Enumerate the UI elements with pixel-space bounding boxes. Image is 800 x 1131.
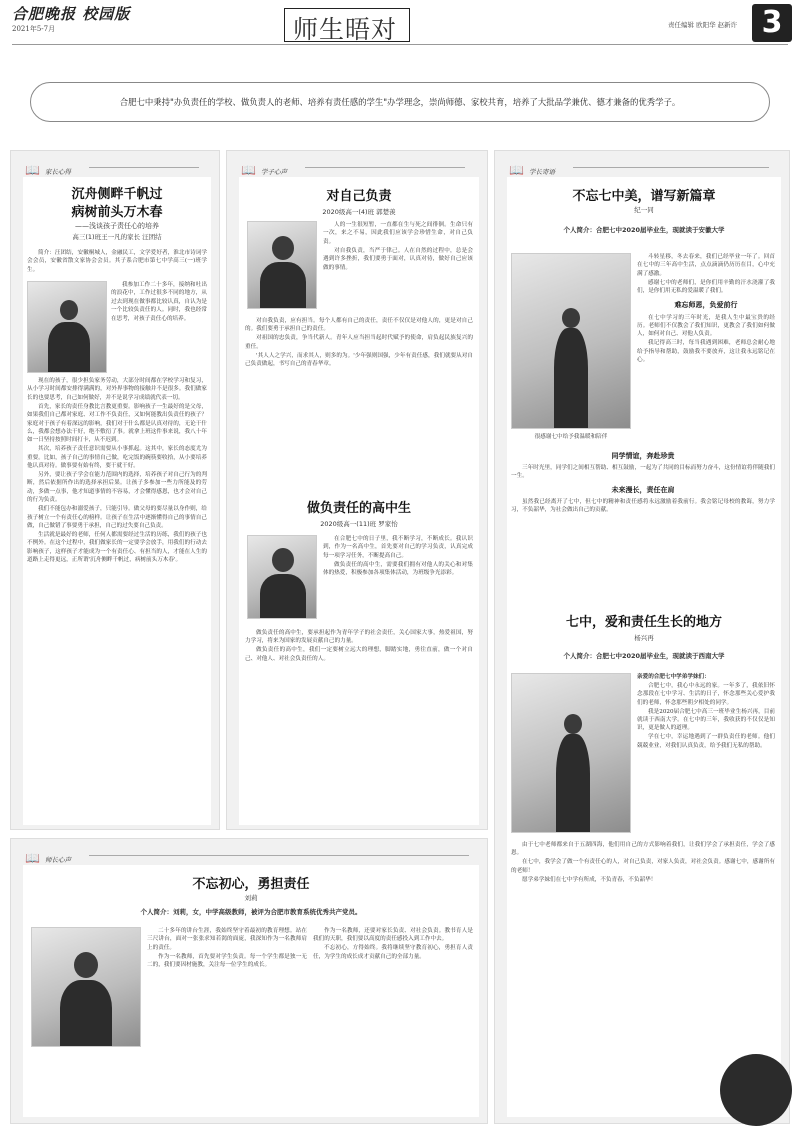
paragraph: 作为一名教师，首先要对学生负责。每一个学生都是独一无二的，我们要因材施教，关注每一位学生的成长。	[147, 953, 307, 969]
article-body-right	[323, 535, 473, 578]
article-student-content	[239, 177, 479, 825]
paragraph: 生活就是最好的老师，任何人都需要经过生活的历练，我们的孩子也不例外。在这个过程中，我们做家长的一定要学会放手，用我们的行动去影响孩子，这样孩子才能成为一个有责任心、有担当的人，才能在人生的道路上走得更远，正所谓'沉舟侧畔千帆过，病树前头万木春'。	[27, 531, 207, 564]
tag-label: 师长心声	[45, 856, 72, 864]
header-divider	[12, 44, 788, 45]
article-subtitle: ——浅谈孩子责任心的培养	[75, 222, 159, 230]
paragraph: 在合肥七中的日子里，我不断学习，不断成长。我认识到，作为一名高中生，首先要对自己的学习负责，认真完成每一项学习任务，不断提高自己。	[323, 536, 473, 559]
paragraph: 虽然我已经离开了七中，但七中的精神和责任感将永远激励着我前行。我会铭记母校的教诲，努力学习，不负韶华，为社会做出自己的贡献。	[511, 498, 775, 514]
tag-divider	[573, 167, 769, 168]
paragraph: 不忘初心，方得始终。我将继续坚守教育初心，勇担育人责任，为学生的成长成才贡献自己的全部力量。	[313, 945, 473, 960]
paragraph: 做负责任的高中生，需要我们拥有对他人的关心和对集体的热爱，积极参加各项集体活动，为班级争光添彩。	[323, 561, 473, 577]
article-alumni-panel	[494, 150, 790, 1124]
article-alumni-content	[507, 177, 781, 1117]
article-parent-content	[23, 177, 211, 825]
book-icon: 📖	[241, 163, 256, 177]
paragraph: 对祖国的忠负责，争当代新人。青年人应当担当起时代赋予的使命，肩负起民族复兴的重任。	[245, 335, 473, 350]
book-icon: 📖	[509, 163, 524, 177]
page-number: 3	[752, 4, 792, 42]
section-heading: 同学情谊，奔赴珍贵	[611, 451, 675, 460]
paragraph: 作为一名教师，还要对家长负责、对社会负责。教书育人是我们的天职，我们要以高度的责任感投入到工作中去。	[313, 928, 473, 943]
tag-student	[241, 159, 287, 178]
article-body-right	[637, 253, 775, 364]
paragraph: 在七中，我学会了做一个有责任心的人，对自己负责，对家人负责，对社会负责。感谢七中，感谢所有的老师！	[511, 859, 775, 874]
paragraph: 另外，要让孩子学会在能力范围内的选择，培养孩子对自己行为的判断，然后依据所作出的选择承担后果。让孩子多参加一些力所能及的劳动，多做一点事，他才知道事情的不容易，才会懂得感恩，也才会对自己的行为负责。	[27, 471, 207, 504]
article-title: 不忘七中美，谱写新篇章	[572, 189, 716, 204]
article-body	[511, 451, 775, 515]
paragraph: 我参加工作二十多年，接纳和吐出的浪花中，工作过很多不同的地方，从过去到现在做事都比较认真，自认为是一个比较负责任的人。同时，我也经常在思考，对孩子责任心的培养。	[111, 282, 207, 322]
motto-banner	[30, 82, 770, 122]
article-body-col2	[313, 927, 473, 961]
masthead	[0, 0, 800, 60]
article-teacher-panel	[10, 838, 488, 1124]
article-student-panel	[226, 150, 488, 830]
article-byline: 刘莉	[244, 894, 258, 902]
article-body-right	[323, 221, 473, 272]
article-byline: 纪一同	[634, 206, 654, 214]
article-body-col1	[147, 927, 307, 970]
section-heading: 未来漫长，责任在肩	[611, 484, 675, 494]
article-title: 对自己负责	[326, 189, 392, 204]
author-intro: 个人简介：合肥七中2020届毕业生，现就读于西南大学	[563, 652, 725, 660]
article-parent-panel	[10, 150, 220, 830]
article-byline: 2020级高一(11)班 罗家怡	[320, 520, 398, 528]
paragraph: 做负责任的高中生，要承担起作为青年学子的社会责任，关心国家大事，热爱祖国，努力学习，将来为国家的发展贡献自己的力量。	[245, 630, 473, 645]
article-byline: 杨兴再	[634, 634, 654, 642]
article-title-line1: 沉舟侧畔千帆过	[71, 187, 163, 202]
tag-divider	[305, 167, 465, 168]
author-photo	[27, 281, 107, 373]
tag-label: 家长心得	[45, 168, 72, 176]
paragraph: 亲爱的合肥七中学弟学妹们：	[637, 674, 710, 680]
alumni-photo	[511, 673, 631, 833]
school-seal-logo	[720, 1054, 792, 1126]
article-title: 做负责任的高中生	[306, 501, 411, 516]
editor-credit: 责任编辑 欧阳华 赵新许	[668, 21, 738, 29]
paragraph: 斗转星移，冬去春来，我们已经毕业一年了。回首在七中的三年高中生活，点点滴滴仍历历在目，心中充满了感激。	[637, 254, 775, 277]
book-icon: 📖	[25, 851, 40, 865]
tag-label: 学子心声	[261, 168, 288, 176]
article-body-right	[637, 673, 775, 750]
article-body	[245, 629, 473, 663]
book-icon: 📖	[25, 163, 40, 177]
article-body	[245, 317, 473, 368]
paragraph: 二十多年的讲台生涯，我始终坚守着最初的教育理想。站在三尺讲台，面对一张张求知若渴的面庞，我深知作为一名教师肩上的责任。	[147, 928, 307, 951]
article-body	[27, 377, 207, 564]
paper-logo: 合肥晚报 校园版	[12, 5, 131, 23]
photo-caption: 很感谢七中给予我温暖和陪伴	[534, 434, 608, 440]
paragraph: 做负责任的高中生，我们一定要树立远大的理想，脚踏实地，勇往直前，做一个对自己、对他人、对社会负责任的人。	[245, 647, 473, 662]
paragraph: 对自我负责，应有担当。每个人都有自己的责任，责任不仅仅是对他人的，更是对自己的。我们要勇于承担自己的责任。	[245, 318, 473, 333]
paragraph: 愿学弟学妹们在七中学有所成，不负青春，不负韶华！	[522, 876, 657, 883]
alumni-photo	[511, 253, 631, 429]
paragraph: 我记得高三时，每当我遇到困难，老师总会耐心地给予指导和帮助，鼓励我不要放弃，这让我永远铭记在心。	[637, 340, 775, 364]
paragraph: 我是2020届合肥七中高三一班毕业生杨兴再，目前就读于西南大学。在七中的三年，我收获的不仅仅是知识，更是做人的道理。	[637, 708, 775, 732]
section-heading: 难忘师恩，负爱前行	[674, 299, 738, 309]
article-byline: 2020级高一(4)班 郭楚羡	[322, 208, 396, 216]
author-intro: 个人简介：刘莉，女，中学高级教师，被评为合肥市教育系统优秀共产党员。	[140, 908, 362, 916]
tag-divider	[89, 167, 199, 168]
paragraph: 由于七中老师都来自于五湖四海，他们用自己的方式影响着我们，让我们学会了承担责任，学会了感恩。	[511, 842, 775, 857]
student-photo	[247, 221, 317, 309]
paragraph: '其人人之学兴，而求其人，则多的为。'少年强则国强，少年有责任感，我们就要从对自己负责做起，书写自己的青春华章。	[245, 352, 473, 368]
paragraph: 首先，家长的责任身教比言教更重要。影响孩子一生最好的是父母，如果我们自己都对家庭、对工作不负责任，又如何能教出负责任的孩子？家庭对于孩子有着深远的影响，我们对于什么都是认真对待的，无论干什么，我都会想办法干好，绝不敷衍了事。就拿上班这件事来说，我八十年如一日坚持按照时间打卡，从不迟到。	[27, 403, 207, 444]
paragraph: 合肥七中，我心中永远的家。一年多了，我依旧怀念那段在七中学习、生活的日子，怀念那些关心爱护我们的老师，怀念那些朝夕相处的同学。	[637, 682, 775, 706]
tag-alumni	[509, 159, 555, 178]
article-teacher-content	[23, 865, 479, 1117]
article-title-line2: 病树前头万木春	[71, 205, 163, 220]
paragraph: 在七中学习的三年时光，是我人生中最宝贵的经历。老师们不仅教会了我们知识，更教会了我们如何做人，如何对自己、对他人负责。	[637, 314, 775, 338]
motto-text: 合肥七中秉持"办负责任的学校、做负责人的老师、培养有责任感的学生"办学理念，崇尚师德、家校共育，培养了大批品学兼优、德才兼备的优秀学子。	[119, 97, 681, 107]
paragraph: 感谢七中的老师们，是你们用辛勤的汗水浇灌了我们，是你们用无私的爱温暖了我们。	[637, 279, 775, 295]
teacher-photo	[31, 927, 141, 1047]
paragraph: 三年时光里，同学们之间相互帮助、相互鼓励，一起为了共同的目标而努力奋斗，这份情谊将伴随我们一生。	[511, 465, 775, 480]
paragraph: 对自我负责，当严于律己。人在自然的过程中，总是会遇到许多挫折，我们要勇于面对，认真对待，做好自己应该做的事情。	[323, 247, 473, 271]
tag-label: 学长寄语	[529, 168, 556, 176]
tag-teacher	[25, 847, 71, 866]
paragraph: 我们不能包办和溺爱孩子，只能引导。做父母的要尽量以身作则，给孩子树立一个有责任心的榜样。让孩子在生活中逐渐懂得自己的事情自己做，自己做错了事要勇于承担，自己的过失要自己负责。	[27, 506, 207, 529]
tag-divider	[89, 855, 469, 856]
article-title: 七中，爱和责任生长的地方	[565, 615, 722, 630]
student-photo	[247, 535, 317, 619]
author-intro: 个人简介：合肥七中2020届毕业生，现就读于安徽大学	[563, 226, 725, 234]
paragraph: 人的一生很短暂，一直都在生与死之间徘徊。生命只有一次，来之不易，因此我们应该学会珍惜生命，对自己负责。	[323, 222, 473, 245]
tag-parent	[25, 159, 71, 178]
article-title: 不忘初心，勇担责任	[192, 877, 310, 892]
paragraph: 现在的孩子，很少担负家务劳动，大部分时间都在学校学习和复习，从小学习时间都安排得满满的，对外界事物的接触并不是很多。我们做家长的也要思考，自己如何做好，并不是说学习成绩就代表一切。	[27, 378, 207, 401]
article-byline: 高三(1)班王一凡的家长 汪团结	[72, 233, 162, 241]
section-title-box	[284, 8, 410, 42]
article-body-right	[111, 281, 207, 323]
paragraph: 学在七中，幸运地遇到了一群负责任的老师。他们兢兢业业，对我们认真负责，给予我们无私的帮助。	[637, 734, 775, 749]
author-intro: 简介：汪团结，安徽桐城人，金融民工，文学爱好者，淮北市诗词学会会员，安徽省散文家协会会员。其子系合肥市第七中学高三(一)班学生。	[27, 250, 207, 273]
paragraph: 其次，培养孩子责任意识需要从小事抓起。这其中，家长的态度尤为重要。比如，孩子自己的事情自己做，吃完饭的碗筷要收拾，从小要培养他认真对待。做事要有始有终，要干就干好。	[27, 446, 207, 470]
issue-date: 2021年5-7月	[12, 25, 56, 33]
section-title: 师生晤对	[293, 15, 398, 44]
article-body	[511, 841, 775, 884]
